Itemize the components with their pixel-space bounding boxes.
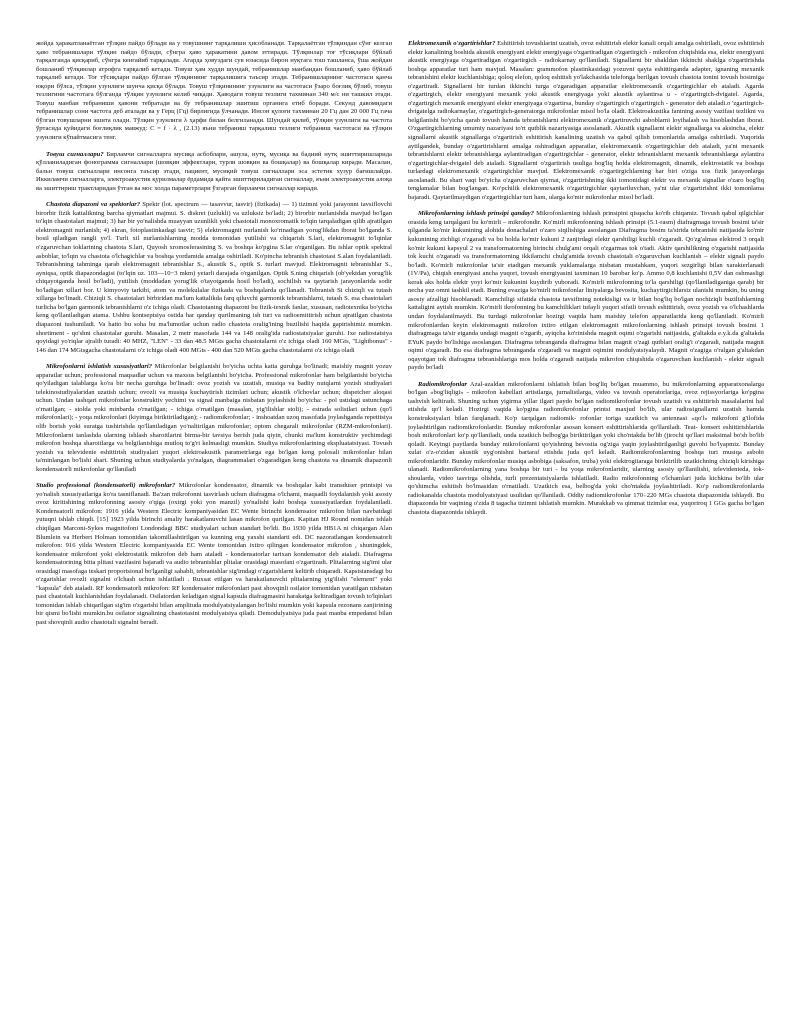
paragraph-text: Mikrofonlar kondensator, dinamik va boshqalar kabi transduser printsipi va yo'nalish xususiyatlariga ko'ra tasniflanadi. Ba'zan mikrofonni tasvirlash uchun diafragma o'lchami, maqsadli foydalanish yoki asosiy ovoz kiritishining mikrofonning asosiy o'qiga (oxirgi yoki yon manzil) yo'nalishi kabi boshqa xususiyatlardan foydalaniladi. Kondensatorli mikrofon: 1916 yilda Western Electric kompaniyasidan EC Wente birinchi kondensator mikrofon bilan navbatdagi yutuqni ishlab chiqdi. [15] 1923 yilda birinchi amaliy harakatlanuvchi lasan mikrofon qurilgan. Kapitan HJ Round nomidan ishlab chiqilgan Marconi-Sykes magnitofoni Londondagi BBC studiyalari uchun standart bo'ldi. Bu 1930 yilda HB1A ni chiqargan Alan Blumlein va Herbert Holman tomonidan takomillashtirilgan va kunning eng yaxshi standarti edi. DC nazoratlangan kondensatorli mikrofon: 916 yilda Western Electric kompaniyasida EC Wente tomonidan ixtiro qilingan kondensator mikrofon , shuningdek, kondensator mikrofoni yoki elektrostatik mikrofon deb ham ataladi - kondensatorlar tarixan kondensator deb ataladi. Diafragma kondensatorining bitta plitasi vazifasini bajaradi va audio tebranishlar plitalar orasidagi masofani o'zgartiradi. Plitalarning sig'imi ular orasidagi masofaga teskari proportsional bo'lganligi sababli, tebranishlar sig'imdagi o'zgarishlarni keltirib chiqaradi. Kapsistansdagi bu o'zgarishlar ovozli signalni o'lchash uchun ishlatiladi . Ruxsat etilgan va harakatlanuvchi plitalarning yig'ilishi "element" yoki "kapsula" deb ataladi. RF kondensatorli mikrofon: RF kondensator mikrofonlari past shovqinli osilator tomonidan yaratilgan nisbatan past chastotali kuchlanishdan foydalanadi. Osilatordan keladigan signal kapsula diafragmasini harakatga keltiradigan tovush to'lqinlari tomonidan ishlab chiqarilgan sig'im o'zgarishi bilan amplituda modulyatsiyalangan bo'lishi mumkin yoki kapsula rezonans zanjirining bir qismi bo'lishi mumkin.bu osilator signalining chastotasini modulyatsiya qiladi. Demodulyatsiya juda past manba empedansi bilan past shovqinli audio chastotali signalni beradi. [36, 482, 392, 626]
section-heading: Mikrofonlarning ishlash prinsipi qanday? [418, 210, 535, 218]
section-heading: Mikrofonlarni ishlatish xususiyatlari? [46, 363, 153, 371]
paragraph-text: Mikrofonlar belgilanishi bo'yicha uchta katta guruhga bo'linadi; maishiy magnit yozuv apparatlar uchun; professional maqsadlar uchun va maxsus belgilanishi bo'yicha. Professional mikrofonlar ham belgilanishi bo'yicha qo'yiladigan talablarga ko'ra bir necha guruhga bo'linadi: ovoz yozish va uzatish, musiqa va badiiy nutqlarni yozish studiyalari telekinostudiyalaridan uzatish uchun; ovozli va musiqa kuchaytirish tizimlari uchun; akustik o'lchovlar uchun; dispetcher aloqasi uchun. Undan tashqari mikrofonlar konstruktiv yechimi va signal manbaiga nisbatan joylashishi bo'yicha: - pol ustidagi ustunchaga o'rnatilgan; - stolda yoki minbarda o'rnatilgan; - ichiga o'rnatilgan (masalan, yig'ilishlar stoli); - estrada solistlari uchun (qo'l mikrofonlari); - yoqa mikrofonlari (kiyimga biriktiriladigan); - radiomikrofonlar; - inshoatdan uzoq masofada joylashganda repetitsiya olib borish yoki suratga tushirishda qo'llaniladigan yo'naltirilgan mikrofonlar; optom chegarali mikrofonlar (RZM-mikrofonlari). Mikrofonlarni tanlashda ularning ishlash sharoitlarini birma-bir tavsiya berish juda qiyin, chunki ma'lum konstruktiv yechimdagi mikrofon boshqa sharoitlarga va belgilanishiga mutloq to'g'ri kelmasligi mumkin. Studiya mikrofonlarining ekspluatatsiyasi. Tovush yozish va televidenie eshittirish studiyalari yuqori elektroakustik parametrlarga ega bo'lgan keng polosali mikrofonlar bilan ta'minlangan bo'lishi shart. Shuning uchun studiyalarda yo'nalgan, diagrammalari o'zgaradigan keng chastota va dinamik diapazonli kondensatorli mikrofonlar qo'llaniladi [36, 363, 392, 473]
paragraph-wave-length [36, 40, 392, 143]
section-heading: Товуш сигналлари? [46, 150, 104, 158]
paragraph-text: Eshittirish tovushlarini uzatish, ovoz eshittirish elektr kanali orqali amalga oshiriladi, ovoz eshittirish elektr kanalining boshida akustik energiyani elektr energiyaga o'zgartiradigan o'zgartirgich - mikrofon chiqishida esa, elektr energiyani akustik energiyaga o'zgartiradigan o'zgartirgich - radiokarnay qo'llaniladi. Signallarni bir shakldan ikkinchi shaklga o'zgartirishda boshqa apparatlar turi ham mavjud. Masalan: grammofon plastinkasidagi yozuvni qayta eshittirganda adapter, ignaning mexanik tebranishini elektr kuchlanishiga; qoloq elefon, qoloq eshitish yo'lakchasida telefonga berilgan tovush chastota tonini tovush bosimiga o'zgartiradi. Signallarni bir turdan ikkinchi turga o'zgaradigan apparatlar elektromexanik o'zgartirgichlar eb ataladi. Agarda o'zgartirgich, elektr energiyani mexanik yoki akustik energiyaga yoki akustik aylantirsa u - o'zgartirgich-dvigatel. Agarda, o'zgartirgich mexanik energiyani elektr energiyaga o'zgartirsa, bunday o'zgartirgich o'zgartirgich - generator deb ataladi.o 'zgartirgich-dvigatelga radiokarnaylar, o'zgartirgich-generatorga mikrofonlar misol bo'la oladi. Elektroakustika fanining asosiy vazifasi tezlikni va belgilanishi bo'yicha qarab tovush hamda tebranishlarni elektromexanik o'zgartiruvchi asboblarni loyihalash va hisoblashdan iborat. O'zgartirgichlarning umumiy nazariyasi to'rt qutblik nazariyasiga asoslanadi. Akustik signallarni elektr signallarga va aksincha, elektr signallarni akustik signallarga o'zgartirish eshittirish kanalining uzatish va qabul qilish tomonlarida amalga oshiriladi. Yuqorida aytilgandek, bunday o'zgartirishlarni amalga oshiradigan apparatlar, elektromexanik o'zgartirgichlar deb ataladi, ya'ni mexanik tebranishlarni elektr tebranishlarga aylantiradigan o'zgartirgichlar - generator, elektr tebranishlarni mexanik tebranishlarga aylantira o'zgartirgichlar-dvigatel deb ataladi. Signallarni o'zgartirish usuliga bog'liq holda elektromagnit, dinamik, elektrostatik va boshqa turlardagi elektromexanik o'zgartirgichlar mavjud. Elektromexanik o'zgartirgichlarning har biri o'ziga xos fizik jarayonlarga asoslanadi. Bu shart vaqt bo'yicha o'zgaruvchan qiymat, o'zgartirishning ikki tomonidagi elektr va mexanik signallar o'zaro bog'liq tenglamalar bilan bog'langan. Ko'pchilik elektromexanik o'zgartirgichlar qaytariluvchan, ya'ni ular o'zgartirishni ikki tomonlama bajaradi. Qaytarilmaydigan o'zgartirgichlar turi ham, ularga ko'mir mikrofonlar misol bo'ladi. [408, 40, 764, 201]
left-column [36, 40, 392, 1005]
paragraph-microphone-principle [408, 210, 764, 372]
section-heading: Chastota diapazoni va spektorlar? [46, 201, 141, 209]
section-heading: Elektromexanik o'zgartirishlar? [408, 40, 496, 47]
paragraph-condenser-microphones [36, 482, 392, 627]
section-heading: Radiomikrofonlar [418, 380, 468, 388]
paragraph-text: Spektr (lot. spectrum — tasavvur, tasvir) (fizikada) — 1) tizimni yoki jarayonni tavsiflovchi birorbir fizik kattalikning barcha qiymatlari majmui. S. diskret (uzlukli) va uzluksiz bo'ladi; 2) birorbir nurlanishda mavjud bo'lgan to'lqin chastotalari majmui; 3) har bir yo'nalishda muayyan uzunlikli yoki chastotali monoxromatik to'lqin tarqaladigan qilib ajratilgan elektromagnit nurlanish; 4) ekran, fotoplastinkadagi tasvir; 5) elektromagnit nurlanish ko'rinadigan yorug'likdan iborat bo'lganda S. hosil qiladigan rangli yo'l. Turli xil nurlanishlarning modda tomonidan yutilishi va chiqarish S.lari, elektromagnit to'lqinlar o'zgaruvchan toklarining chastota S.lari, Quyosh xromosferasining S. va boshqa ko'pgina S.lar o'rganilgan. Bu ishlar optik spektral asboblar, to'lqin va chastota o'lchagichlar va boshqa yordamida amalga oshiriladi. Ko'pincha tebranish chastotasi S.alan foydalaniladi. Tebranishning tahminga qarab elektromagnit tebranishlar S., akustik S., optik S. turlari mavjud. Elektromagnit tebranishlar S., ayniqsa, optik diapazondagisi (to'lqin uz. 103—10−3 mkm) yetarli darajada o'rganilgan. Optik S.ning chiqarish (ob'yektdan yorug'lik chiqayotganda hosil bo'ladi), yutilish (moddadan yorug'lik o'tayotganda hosil bo'ladi), sochilish va qaytarish jarayonlarida sodir bo'ladigan xillari bor. U kimyoviy tarkibi, atom va molekulalar fizikada va boshqalarda qo'llanadi. Tebranish Si chiziqli va tutash xillarga bo'linadi. Chiziqli S. chastotalari birbiridan ma'lum kattalikda farq qiluvchi garmonik tebranishlarni, tutash S. esa chastotalari turlicha bo'lgan garmonik tebranishlarni o'z ichiga oladi. Chastotaning diapazoni bu fizik-texnik fanlar, xususan, radiotexnika bo'yicha keng qo'llaniladigan atama. Ushbu kontseptsiya ostida har qanday qurilmaning ish turi va radioemittirish uchun ajratilgan chastota diapazoni tushuniladi. Va hatto bu soha bu ma'lumotlar uchun radio chastota oralig'ining buzilishi haqida gapirishimiz mumkin. shortiment - qo'shni chastotalar guruhi. Masalan, 2 metr masofada 144 va 148 oralig'ida radiostatsiyalar guruhi. Ixe radiostatsiya qoyidagi yo'riqlar ajralib turadi: 40 MHZ, "LEN" - 33 dan 48.5 MGts gacha chastotalarni o'z ichiga oladi 160 MGts, "Lightbonus" - 146 dan 174 MGtsgacha chastotalarni o'z ichiga oladi 400 MGts - 400 dan 520 MGts gacha chastotalarni o'z ichiga oladi [36, 201, 392, 354]
paragraph-electromechanical [408, 40, 764, 202]
paragraph-text: Бирламчи сигналларга мусиқа асбоблари, ашула, нутқ, мусиқа ва бадиий нутқ эшиттиришларида қўлланиладиган фонограмма сигналлари (шовқин эффектлари, турли шовқин ва бошқалар) ва бошқалар киради. Масалан, бальн товуш сигналлари инсонга таъсир этади, пациент, мусиқий товуш сигналлари эса эстетик хузур бағишлайди. Иккиламчи сигналларга, электроакустик қурилмалар ёрдамида қайта эшиттириладиган сигналлар, яъни электроакустик алоқа ва эшиттириш трактларидан ўтган ва мос холда параметрлари ўзгарган бирламчи сигналлар киради. [36, 150, 392, 192]
paragraph-sound-signals [36, 151, 392, 194]
section-heading: Studio professional (kondensatorli) mikrofonlar? [36, 482, 176, 490]
paragraph-frequency-range [36, 201, 392, 355]
right-column [408, 40, 764, 1005]
two-column-layout [36, 40, 764, 1005]
paragraph-text: Mikrofonlarning ishlash prinsipini qisqacha ko'rib chiqamiz. Tovush qabul qilgichlar orasida keng tarqalgani bu ko'mirli – mikrofondir. Ko'mirli mikrofonning ishlash prinsipi (5.1-rasm) diafragmaga tovush bosimi ta'sir qilganda ko'mir kukunining alohida donachalari o'zaro siqilishiga asoslangan Diafragma bosim ta'sirida tebranishi natijasida ko'mir kukunining zichligi o'zgaradi va bu holda ko'mir kukuni 2 zanjirdagi elektr qarshiligi kuchli o'zgaradi. Qo'zg'almas elektrod 3 orqali ko'mir kukuni kapsyul 2 va transformatorning birinchi chulg'ami orqali o'zgarmas tok o'tadi. Aktiv qarshilikning o'zgarishi natijasida tok kuchi o'zgaradi va transformatorning ikkilamchi chulg'amida tovush chastotali o'zgaruvchan kuchlanish – elektr signali paydo bo'ladi. Ko'mirli mikrofonlar ta'sir etadigan mexanik yuklamalarga nisbatan mustahkam, yuqori sezgirligi bilan xarakterlanadi (1V/Pa), chiqish energiyasi ancha yuqori, tovush energiyasini taxminan 10 barobar ko'p. Ammo 0,8 kuchlanishi 0,5V dan oshmasligi kerak aks holda elektr yoyi ko'mir kukunini kuydirib yuboradi. Ko'mirli mikrofonning to'la qarshiligi (qo'llaniladiganiga qarab) bir necha yuz omni tashkil etadi. Buning evaziga ko'mirli mikrofonlar liniyalarga bevosita, kuchaytirgichlarsiz ulanishi mumkin, bu uning asosiy afzalligi hisoblanadi. Kamchiligi sifatida chastota tavsifining notekisligi va ir bilan bog'liq bo'lgan nochiziqli buzilishlarning kattaligini aytish mumkin. Ko'mirli ikrofonning bu kamchiliklari tufayli yuqori sifatli tovush eshittirish, ovoz yozish va o'lchashlarda undan foydalanilmaydi. Bu turdagi mikrofonlar hozirgi vaqtda ham maishiy telefon apparatlarida keng qo'llaniladi. Ko'mirli mikrofonlardan keyin elektromagnit mikrofon ixtiro etilgan elektromagnit mikrofonlarning ishlash prinsipi tovush bosimi 1 diafragmaga ta'sir etganda undagi magnit o'zgarib, ayiqcha ko'rinishda magnit oqimi o'zgarishi natijasida, g'altakda e.y.k.da g'altakda EYuK paydo bo'lishiga asoslangan. Diafragma tebranganda diafragma bilan magnit o'zagi qutblari oralig'i o'zgaradi, natijada magnit oqimi o'zgaradi. Bu esa diafragma tebranganda o'zgaradi va magnit oqimini modulyatsiyalaydi. Magnit o'zagiga o'ralgan g'altakdan oqayotgan tok diafragma tebranishlariga mos holda o'zgaradi natijada mikrofon chiqishida o'zgaruvchan kuchlanish - elektr signali paydo bo'ladi [408, 210, 764, 372]
paragraph-text: жойда ҳаракатланаётган тўлқин пайдо бўлади ва у товушнинг тарқалиши ҳисобланади. Тарқалаётган тўлқиндан сўнг келган ҳаво тебранишлари тўлқин пайдо бўлади, сўнгра ҳаво ҳаракатини давом эттиради. Тўлқинлар тоғ тўсиқлари бўйлаб тарқалганда қисқариб, сўнгра кенгайиб тарқалади. Агарда ҳовуздаги сув юзасида бирон нуқтага тош ташланса, ўша жойдан бошланиб тўлқинлар атрофга тарқалиб кетади. Товуш ҳам худди шундай, тебранишлар манбаидан бошланиб, ҳаво бўйлаб тарқалиб кетади. Тоғ тўсиқлари пайдо бўлган тўлқиннинг тарқалишига таъсир этади. Тебранишларнинг частотаси қанча юқори бўлса, тўлқин узунлиги шунча қисқа бўлади. Товуш тўлқинининг узунлиги ва частотаси ўзаро боғлиқ бўлиб, товуш тезлигини частотага бўлганда тўлқин узунлиги келиб чиқади. Ҳаводаги товуш тезлиги тахминан 340 м/с ни ташкил этади. Товуш манбаи тебраниши ҳавони тебратади ва бу тебранишлар эшитиш органига етиб боради. Секунд давомидаги тебранишлар сони частота деб аталади ва у Герц (Гц) бирлигида ўлчанади. Инсон қулоғи тахминан 20 Гц дан 20 000 Гц гача бўлган товушларни эшита олади. Тўлқин узунлиги λ ҳарфи билан белгиланади. Шундай қилиб, тўлқин узунлиги ва частота ўртасида қуйидаги боғлиқлик мавжуд: C = f · λ , (2.13) яъни тебраниш тарқалиш тезлиги тебраниш частотаси ва тўлқин узунлиги кўпайтмасига тенг. [36, 40, 392, 142]
paragraph-radio-microphones [408, 381, 764, 518]
paragraph-microphone-usage [36, 363, 392, 474]
paragraph-text: Azal-azaldan mikrofonlarni ishlatish bilan bog'liq bo'lgan muammo, bu mikrofonlarning apparatxonalarga bo'lgan «bog'liqligi» - mikrofon kabellari artistlarga, jurnalistlarga, video va tovush operatorlariga, ovoz rejissyorlariga ko'pgina tashvish keltiradi. Shuning uchun yigirma yillar ilgari paydo bo'lgan radiomikrofonlar tovush uzatish va eshittirish masalalarini hal etishda qo'l keladi. Hozirgi vaqtda ko'pgina radiomikrofonlar printsi maxjud bo'lib, ular radiosignallarni uzatish hamda konstruksiyalari bilan farqlanadi. Ko'p tarqalgan radiomik- rofonlar toriga uzatkich va antennasi «qo'l» mikrofoni g'ilofida joylashtirilgan radiomikrofonlardir. Bunday mikrofonlar asosan konsert eshittirishlarida qo'llaniladi. Teat- konsert eshittirishlarida bosh mikrofonlari ko'p qo'llaniladi, unda uzatkich belbog'ga biriktirilgan yoki cho'ntakda bo'lib (jirochi qo'llari maksimal bo'sh bo'lib qoladi. Keyingi paytlarda bunday mikrofonlarni qo'yishning bevosita og'ziga yaqin joylashtirilganligi guvohi bo'lyapmiz. Bunday xulat o'z-o'zidan akustik uyg'onishni bartaraf etishda juda qo'l keladi. Radiomikrofonlarning boshqa turi musiqa asbobi mikrofonlaridir. Bunday mikrofonlar musiqa asbobiga (saksafon, truba) yoki elektrogitaraga biriktirilib uzatkichning chiziqli kirishiga ulanadi. Radiomikrofonlarning yana boshqa bir turi - bu yoqa mikrofonlaridir, ularning asosiy qo'llanilishi, televidenieda, tok-shoularda, video tasvirga olishda, turli prezentatsiyalarda ishlatiladi. Radio mikrofonning o'lchamlari juda kichkina bo'lib ular qo'shimcha eshitish bo'lmasidan o'rnatiladi. Uzatkich esa, belbog'da yoki cho'ntakda joylashtiriladi. Ko'p radiomikrofonlarda radiokanalda chastota modulyatsiyasi usulidan qo'llaniladi. Oddiy radiomikrofonlar 170÷220 MGs chastota diapazonida ishlaydi. Bu diapazonda bir vaqtning o'zida 8 tagacha tizimni ishlatish mumkin. Murakkab va qimmat tizimlar esa, yuqoriroq 1 GGs gacha bo'lgan chastota diapazonida ishlaydi. [408, 380, 764, 516]
